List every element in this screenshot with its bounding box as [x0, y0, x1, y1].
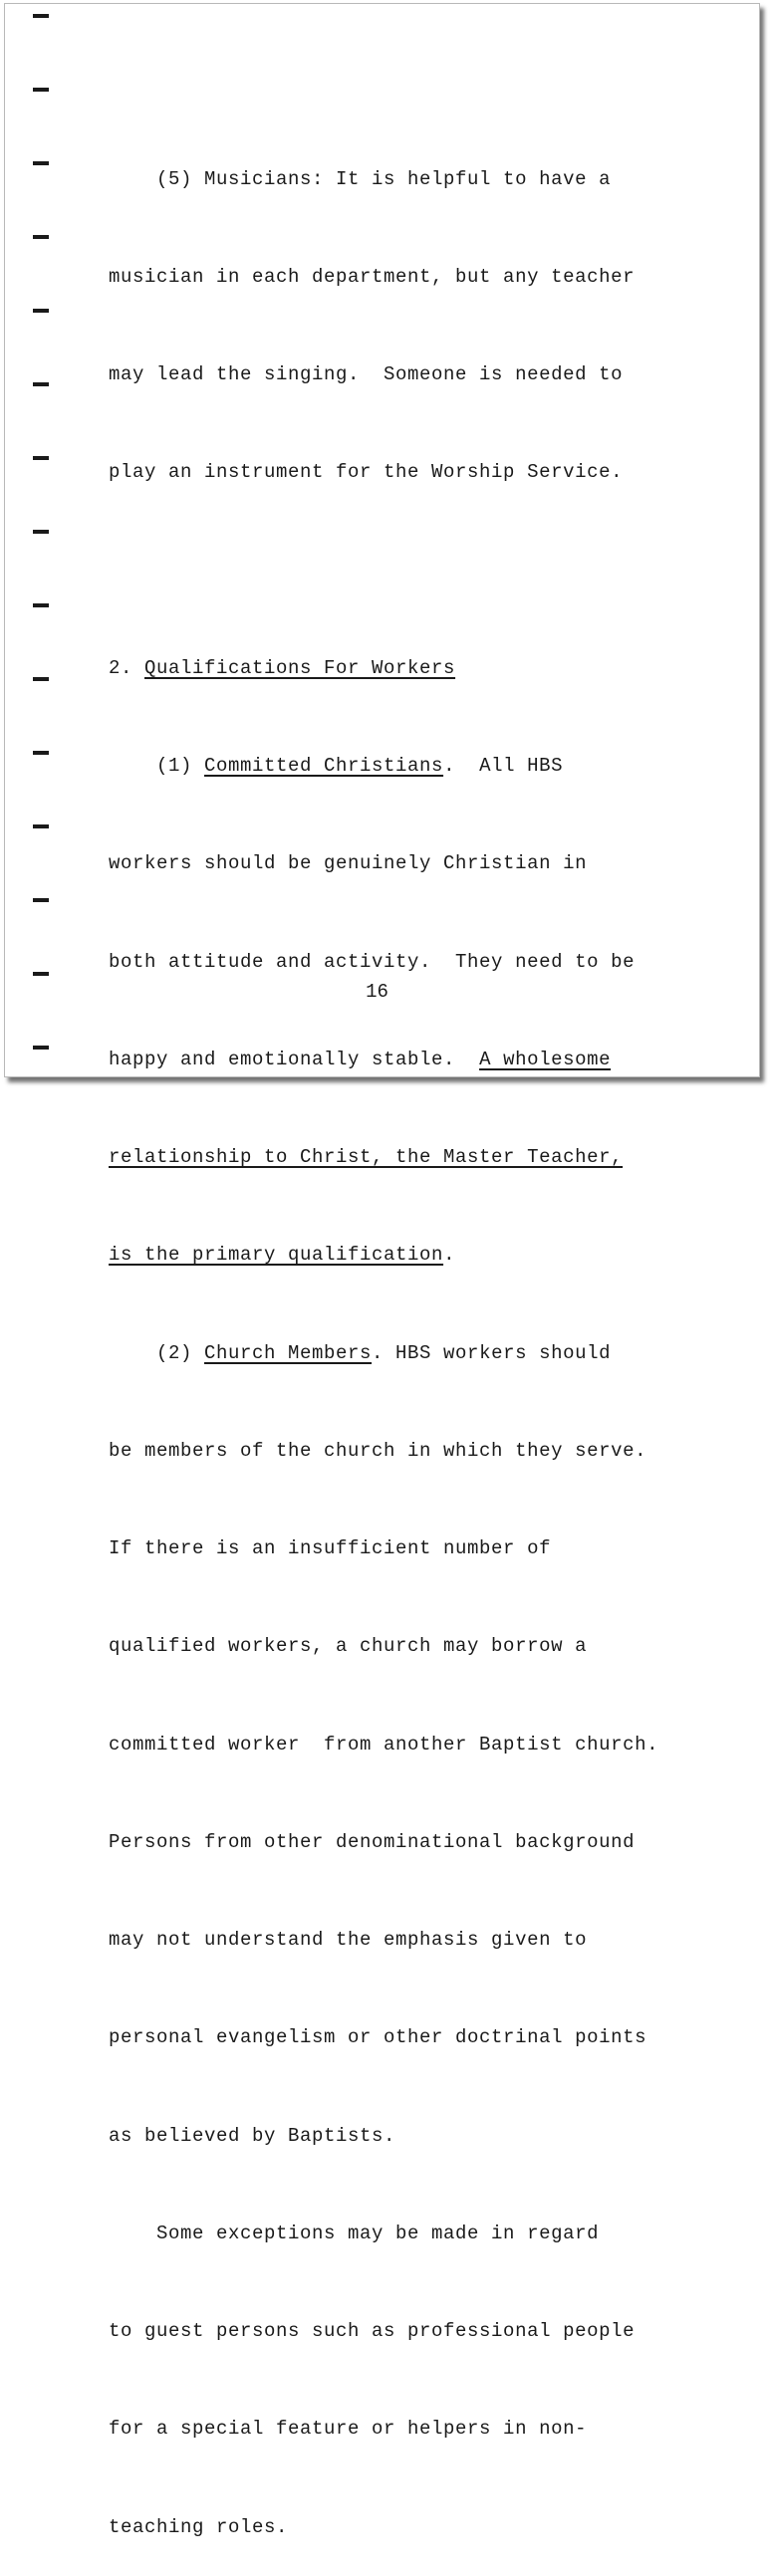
margin-mark — [33, 161, 49, 165]
section-heading — [109, 652, 658, 685]
underlined-text: relationship to Christ, the Master Teacher, — [109, 1146, 624, 1168]
heading-number: 2. — [109, 656, 145, 679]
margin-mark — [33, 898, 49, 902]
text-line: personal evangelism or other doctrinal points — [109, 2026, 647, 2049]
body-text — [109, 98, 658, 2576]
text-line: (5) Musicians: It is helpful to have a — [109, 167, 612, 190]
margin-mark — [33, 235, 49, 239]
item-number: (2) — [109, 1341, 205, 1364]
text-line: may lead the singing. Someone is needed to — [109, 363, 624, 385]
margin-mark — [33, 751, 49, 755]
margin-mark — [33, 1046, 49, 1050]
text-line: as believed by Baptists. — [109, 2124, 396, 2147]
text-line: play an instrument for the Worship Service. — [109, 461, 624, 484]
text-line: for a special feature or helpers in non- — [109, 2418, 588, 2441]
blank-line — [109, 555, 658, 587]
item-title: Church Members — [204, 1341, 373, 1364]
text-line: If there is an insufficient number of — [109, 1537, 552, 1559]
item-number: (1) — [109, 755, 205, 777]
item-title: Committed Christians — [204, 755, 444, 777]
margin-mark — [33, 456, 49, 460]
text-line: musician in each department, but any teacher — [109, 265, 636, 288]
heading-title: Qualifications For Workers — [144, 656, 456, 679]
text-line: qualified workers, a church may borrow a — [109, 1635, 588, 1658]
margin-mark — [33, 677, 49, 681]
item-text: . All HBS — [443, 755, 564, 777]
text-line: Some exceptions may be made in regard — [109, 2222, 600, 2244]
text-line: both attitude and activity. They need to be — [109, 950, 636, 973]
text-line — [109, 1044, 658, 1076]
margin-mark — [33, 382, 49, 386]
text-line — [109, 1239, 658, 1272]
text-segment: happy and emotionally stable. — [109, 1048, 480, 1070]
margin-mark — [33, 88, 49, 92]
margin-mark — [33, 972, 49, 976]
text-line: may not understand the emphasis given to — [109, 1929, 588, 1951]
text-line: committed worker from another Baptist church. — [109, 1733, 659, 1756]
page-number: 16 — [366, 981, 388, 1003]
item-heading — [109, 1337, 658, 1370]
text-line: Persons from other denominational background — [109, 1830, 636, 1853]
item-heading — [109, 750, 658, 783]
item-text: . HBS workers should — [372, 1341, 612, 1364]
underlined-text: is the primary qualification — [109, 1244, 444, 1267]
text-segment: . — [443, 1244, 456, 1267]
underlined-text: A wholesome — [479, 1048, 612, 1070]
margin-mark — [33, 530, 49, 534]
text-line: to guest persons such as professional people — [109, 2320, 636, 2342]
margin-mark — [33, 603, 49, 607]
text-line: workers should be genuinely Christian in — [109, 852, 588, 875]
text-line — [109, 1141, 658, 1174]
margin-mark — [33, 824, 49, 828]
text-line: teaching roles. — [109, 2515, 289, 2538]
margin-mark — [33, 309, 49, 313]
margin-mark — [33, 14, 49, 18]
text-line: be members of the church in which they serve. — [109, 1439, 647, 1462]
